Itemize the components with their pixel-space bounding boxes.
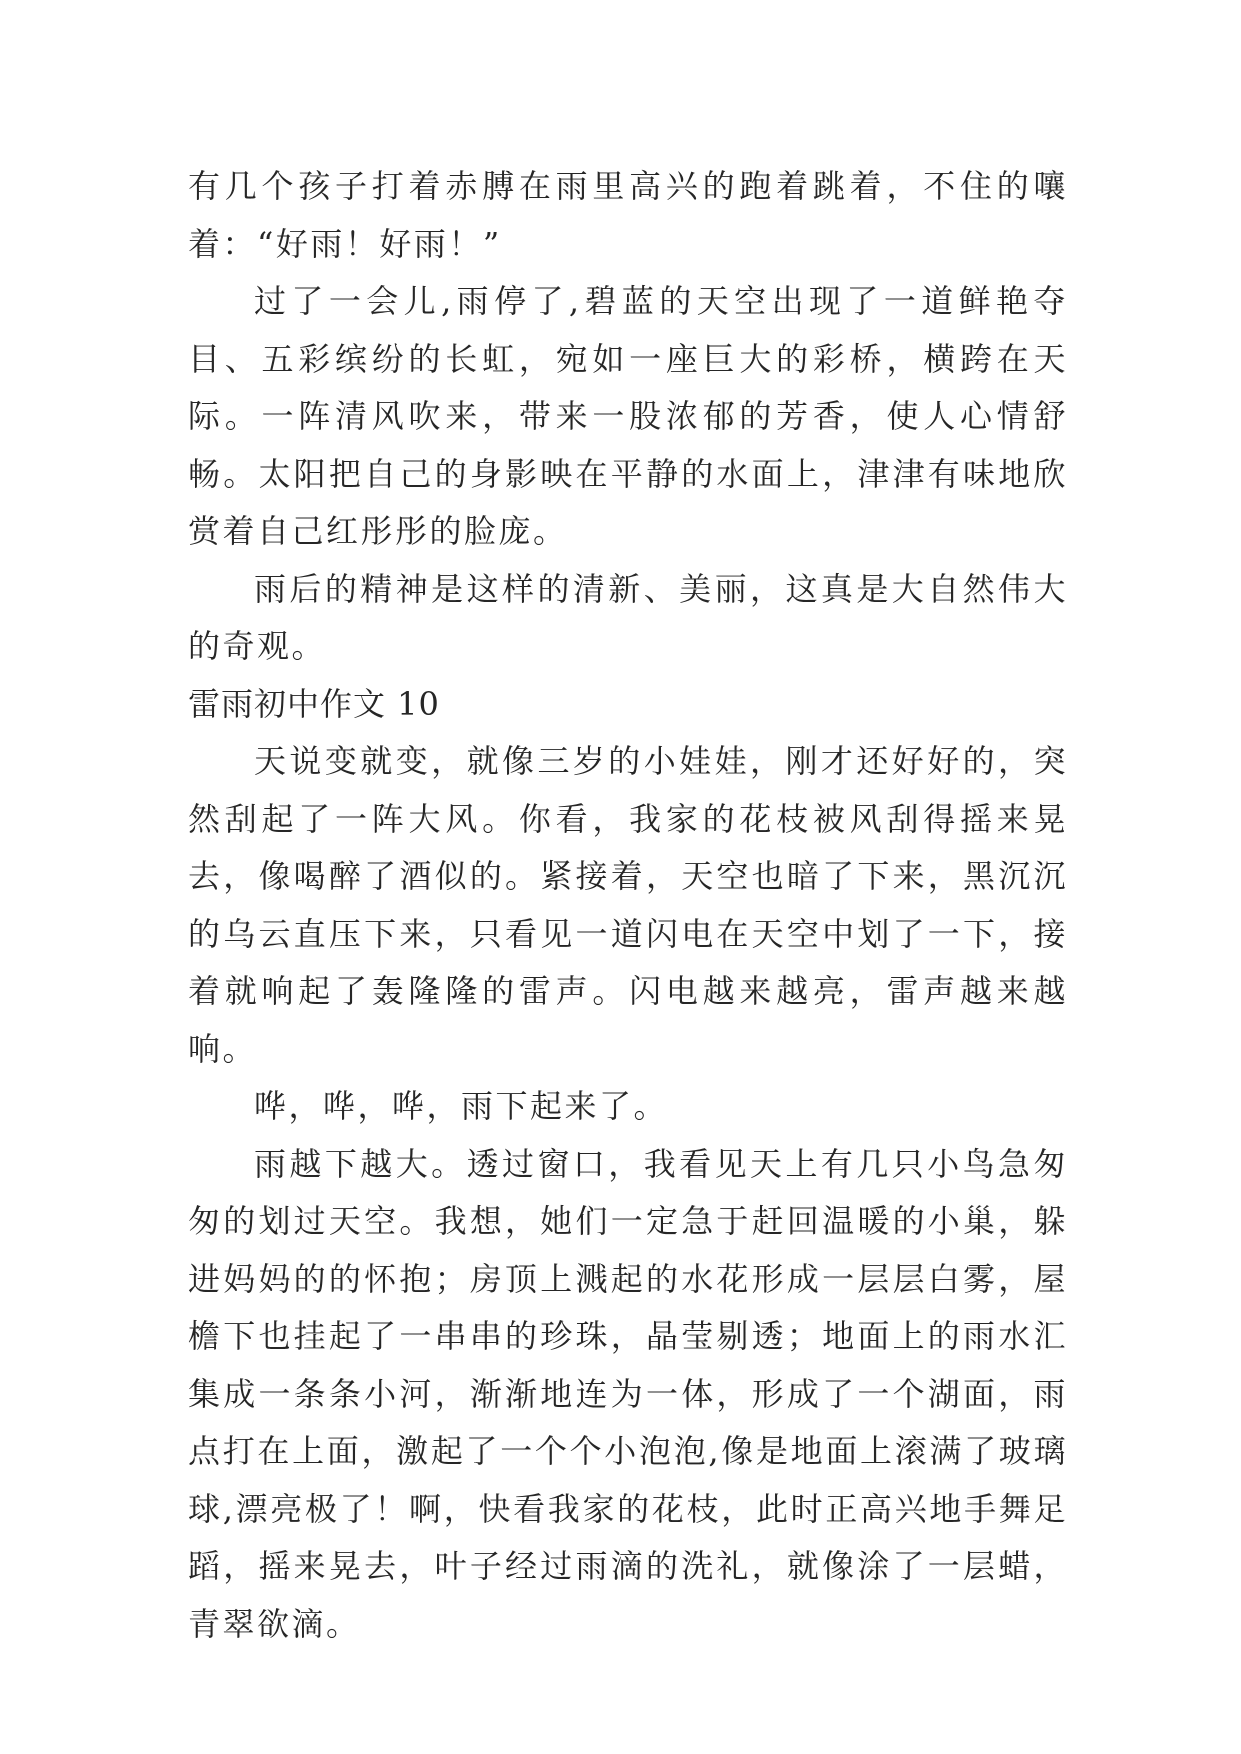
- paragraph-weather-change: 天说变就变，就像三岁的小娃娃，刚才还好好的，突然刮起了一阵大风。你看，我家的花枝被风刮得摇来晃去，像喝醉了酒似的。紧接着，天空也暗了下来，黑沉沉的乌云直压下来，只看见一道闪电在天空中划了一下，接着就响起了轰隆隆的雷声。闪电越来越亮，雷声越来越响。: [188, 742, 1068, 1068]
- paragraph-after-rain: 雨后的精神是这样的清新、美丽，这真是大自然伟大的奇观。: [188, 569, 1068, 665]
- document-body: [188, 158, 1068, 1653]
- essay-title: 雷雨初中作文 10: [188, 684, 440, 723]
- paragraph-heavy-rain: 雨越下越大。透过窗口，我看见天上有几只小鸟急匆匆的划过天空。我想，她们一定急于赶回温暖的小巢，躲进妈妈的的怀抱；房顶上溅起的水花形成一层层白雾，屋檐下也挂起了一串串的珍珠，晶莹剔透；地面上的雨水汇集成一条条小河，渐渐地连为一体，形成了一个湖面，雨点打在上面，激起了一个个小泡泡,像是地面上滚满了玻璃球,漂亮极了！啊，快看我家的花枝，此时正高兴地手舞足蹈，摇来晃去，叶子经过雨滴的洗礼，就像涂了一层蜡，青翠欲滴。: [188, 1144, 1068, 1643]
- paragraph-rain-starts: 哗，哗，哗，雨下起来了。: [254, 1087, 669, 1125]
- paragraph-children-in-rain: 有几个孩子打着赤膊在雨里高兴的跑着跳着，不住的嚷着：“好雨！好雨！”: [188, 167, 1068, 263]
- paragraph-rainbow: 过了一会儿,雨停了,碧蓝的天空出现了一道鲜艳夺目、五彩缤纷的长虹，宛如一座巨大的彩桥，横跨在天际。一阵清风吹来，带来一股浓郁的芳香，使人心情舒畅。太阳把自己的身影映在平静的水面上，津津有味地欣赏着自己红彤彤的脸庞。: [188, 282, 1068, 550]
